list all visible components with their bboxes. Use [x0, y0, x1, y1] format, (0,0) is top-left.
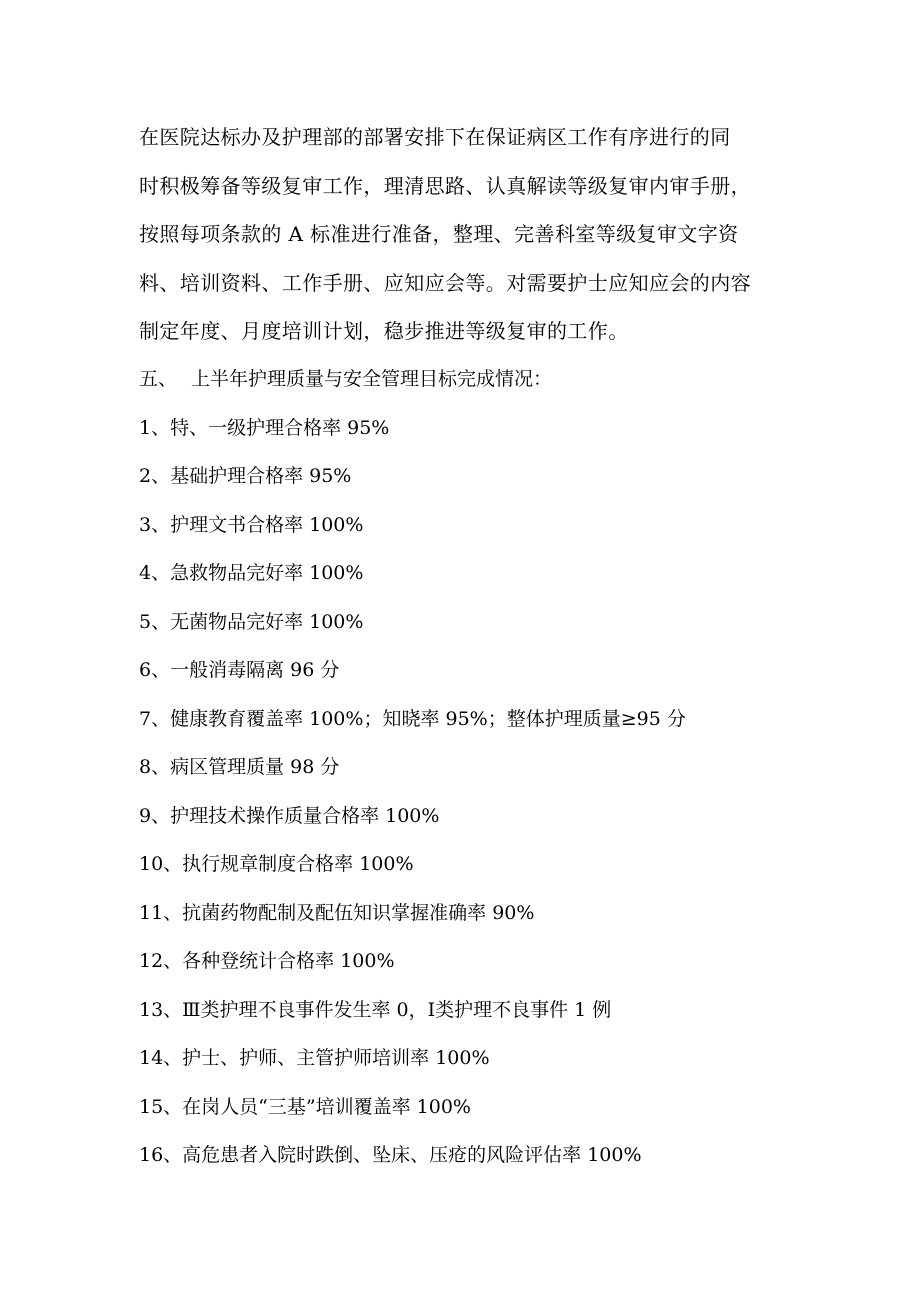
- list-item: 9、护理技术操作质量合格率 100%: [139, 804, 440, 827]
- list-item: 10、执行规章制度合格率 100%: [139, 853, 414, 875]
- goal-list: [139, 355, 686, 1180]
- paragraph-line: 制定年度、月度培训计划，稳步推进等级复审的工作。: [139, 319, 629, 343]
- list-item: 3、护理文书合格率 100%: [139, 513, 364, 536]
- paragraph-line: 按照每项条款的 A 标准进行准备，整理、完善科室等级复审文字资: [139, 222, 739, 246]
- list-item: 15、在岗人员“三基”培训覆盖率 100%: [139, 1095, 471, 1118]
- list-item: 16、高危患者入院时跌倒、坠床、压疮的风险评估率 100%: [139, 1144, 642, 1166]
- list-item: 12、各种登统计合格率 100%: [139, 950, 395, 972]
- list-item: 14、护士、护师、主管护师培训率 100%: [139, 1047, 490, 1069]
- list-item: 8、病区管理质量 98 分: [139, 756, 340, 778]
- section-title: 上半年护理质量与安全管理目标完成情况：: [191, 368, 553, 390]
- paragraph-line: 料、培训资料、工作手册、应知应会等。对需要护士应知应会的内容: [139, 270, 751, 295]
- paragraph-line: 时积极筹备等级复审工作，理清思路、认真解读等级复审内审手册，: [139, 173, 751, 198]
- section-number: 五、: [139, 368, 178, 390]
- list-item: 6、一般消毒隔离 96 分: [139, 659, 340, 681]
- section-heading: [139, 355, 686, 404]
- list-item: 5、无菌物品完好率 100%: [139, 610, 364, 633]
- list-item: 4、急救物品完好率 100%: [139, 562, 364, 584]
- paragraph-line: 在医院达标办及护理部的部署安排下在保证病区工作有序进行的同: [139, 125, 731, 149]
- list-item: 2、基础护理合格率 95%: [139, 465, 352, 487]
- list-item: 11、抗菌药物配制及配伍知识掌握准确率 90%: [139, 901, 535, 924]
- list-item: 13、Ⅲ类护理不良事件发生率 0，Ⅰ类护理不良事件 1 例: [139, 998, 612, 1021]
- list-item: 1、特、一级护理合格率 95%: [139, 416, 390, 439]
- body-paragraph: [139, 113, 789, 356]
- list-item: 7、健康教育覆盖率 100%；知晓率 95%；整体护理质量≥95 分: [139, 707, 686, 730]
